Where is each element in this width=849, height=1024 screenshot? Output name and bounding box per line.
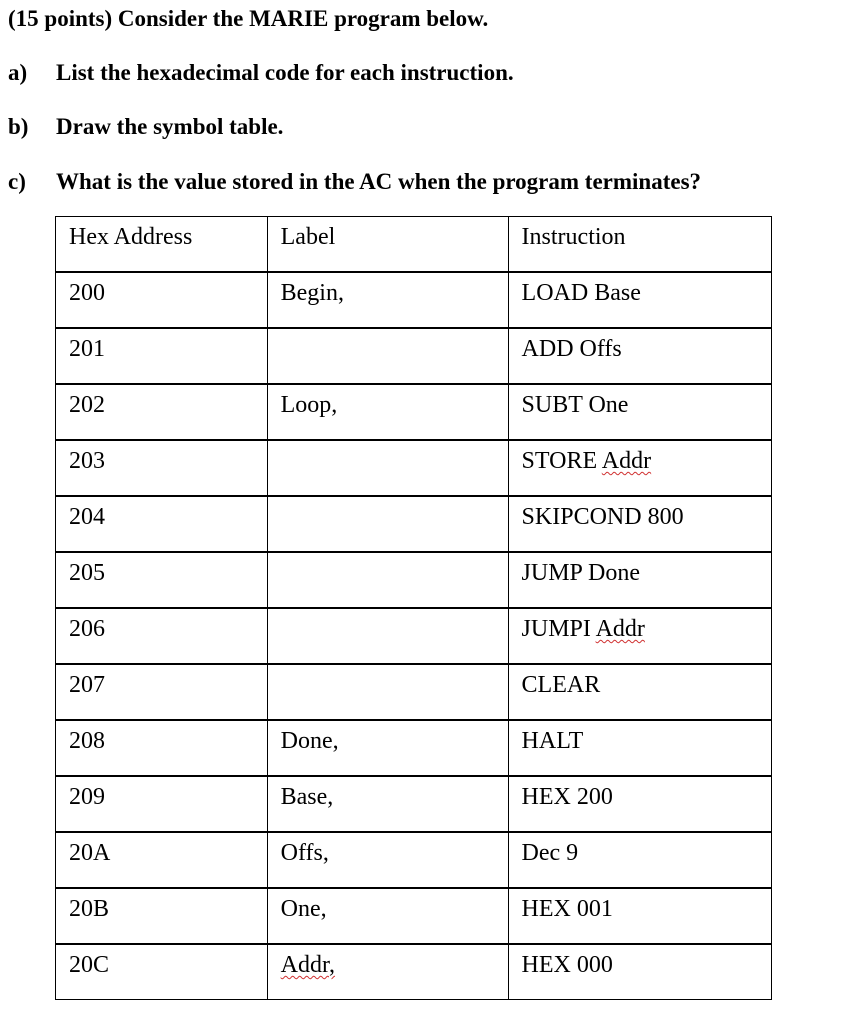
table-row (56, 440, 772, 496)
cell-label (267, 496, 508, 552)
part-c-text: What is the value stored in the AC when the program terminates? (56, 169, 702, 194)
table-row (56, 384, 772, 440)
cell-hex-address: 20B (56, 888, 268, 944)
cell-label (267, 608, 508, 664)
cell-instruction: CLEAR (508, 664, 771, 720)
part-b-marker: b) (8, 114, 29, 139)
cell-label (267, 944, 508, 1000)
spellcheck-underlined-operand: Addr (595, 616, 645, 642)
header-instruction: Instruction (508, 217, 771, 273)
cell-hex-address: 201 (56, 328, 268, 384)
cell-label (267, 552, 508, 608)
cell-instruction: Dec 9 (508, 832, 771, 888)
table-row (56, 552, 772, 608)
part-a-marker: a) (8, 60, 28, 85)
program-table (55, 216, 772, 1000)
cell-label (267, 664, 508, 720)
table-row (56, 496, 772, 552)
header-hex-address: Hex Address (56, 217, 268, 273)
cell-hex-address: 207 (56, 664, 268, 720)
part-c-marker: c) (8, 169, 26, 194)
cell-label: Offs, (267, 832, 508, 888)
cell-instruction (508, 440, 771, 496)
table-row (56, 664, 772, 720)
cell-hex-address: 204 (56, 496, 268, 552)
cell-instruction: HALT (508, 720, 771, 776)
cell-label (267, 328, 508, 384)
part-a (8, 58, 514, 88)
cell-instruction (508, 608, 771, 664)
cell-instruction: SUBT One (508, 384, 771, 440)
cell-instruction: ADD Offs (508, 328, 771, 384)
header-label: Label (267, 217, 508, 273)
cell-hex-address: 20A (56, 832, 268, 888)
spellcheck-underlined-label: Addr, (280, 952, 336, 978)
cell-instruction: JUMP Done (508, 552, 771, 608)
cell-hex-address: 206 (56, 608, 268, 664)
table-row (56, 272, 772, 328)
instruction-opcode: STORE (521, 448, 602, 474)
table-row (56, 608, 772, 664)
cell-label: Begin, (267, 272, 508, 328)
cell-hex-address: 200 (56, 272, 268, 328)
cell-hex-address: 205 (56, 552, 268, 608)
table-row (56, 776, 772, 832)
table-row (56, 944, 772, 1000)
cell-label: Done, (267, 720, 508, 776)
question-intro: (15 points) Consider the MARIE program below. (8, 6, 489, 31)
part-c (8, 167, 701, 197)
part-a-text: List the hexadecimal code for each instruction. (56, 60, 514, 85)
cell-hex-address: 208 (56, 720, 268, 776)
table-row (56, 328, 772, 384)
cell-hex-address: 203 (56, 440, 268, 496)
spellcheck-underlined-operand: Addr (601, 448, 652, 474)
cell-label: Loop, (267, 384, 508, 440)
cell-instruction: LOAD Base (508, 272, 771, 328)
table-row (56, 720, 772, 776)
cell-hex-address: 209 (56, 776, 268, 832)
cell-label: One, (267, 888, 508, 944)
table-row (56, 832, 772, 888)
table-header-row (56, 217, 772, 273)
cell-instruction: HEX 000 (508, 944, 771, 1000)
cell-instruction: SKIPCOND 800 (508, 496, 771, 552)
cell-instruction: HEX 001 (508, 888, 771, 944)
instruction-opcode: JUMPI (521, 616, 596, 642)
table-row (56, 888, 772, 944)
cell-label: Base, (267, 776, 508, 832)
cell-instruction: HEX 200 (508, 776, 771, 832)
part-b-text: Draw the symbol table. (56, 114, 284, 139)
part-b (8, 112, 283, 142)
cell-hex-address: 20C (56, 944, 268, 1000)
cell-label (267, 440, 508, 496)
cell-hex-address: 202 (56, 384, 268, 440)
